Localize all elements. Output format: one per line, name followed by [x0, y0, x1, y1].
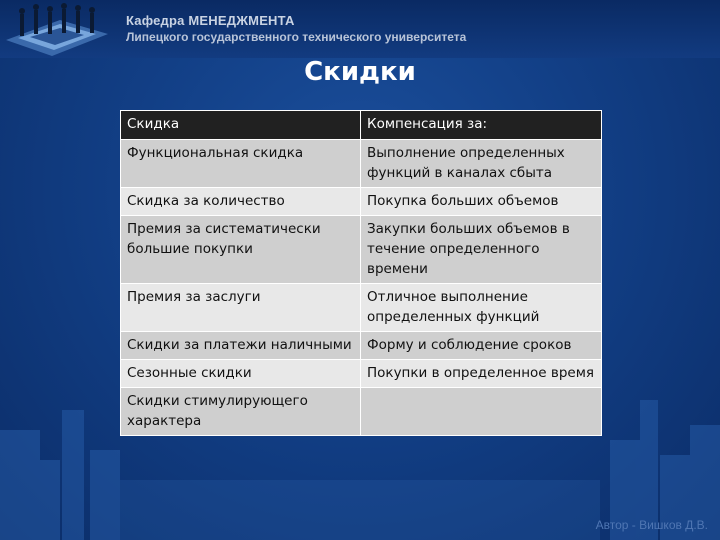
table-row	[121, 140, 602, 188]
department-logo	[0, 0, 112, 58]
author-credit: Автор - Вишков Д.В.	[595, 518, 708, 532]
column-header-discount: Скидка	[121, 111, 361, 140]
table-row	[121, 360, 602, 388]
discount-cell: Скидки за платежи наличными	[121, 332, 361, 360]
compensation-cell: Покупки в определенное время	[361, 360, 602, 388]
table-header-row	[121, 111, 602, 140]
department-title: Кафедра МЕНЕДЖМЕНТА	[126, 13, 295, 28]
compensation-cell	[361, 388, 602, 436]
university-subtitle: Липецкого государственного технического университета	[126, 30, 467, 44]
compensation-cell: Закупки больших объемов в течение определенного времени	[361, 216, 602, 284]
discount-cell: Скидка за количество	[121, 188, 361, 216]
column-header-compensation: Компенсация за:	[361, 111, 602, 140]
table-row	[121, 216, 602, 284]
discount-cell: Премия за систематически большие покупки	[121, 216, 361, 284]
table-row	[121, 284, 602, 332]
slide-title: Скидки	[304, 57, 416, 87]
discount-cell: Функциональная скидка	[121, 140, 361, 188]
compensation-cell: Форму и соблюдение сроков	[361, 332, 602, 360]
discount-cell: Премия за заслуги	[121, 284, 361, 332]
compensation-cell: Отличное выполнение определенных функций	[361, 284, 602, 332]
compensation-cell: Покупка больших объемов	[361, 188, 602, 216]
discount-cell: Скидки стимулирующего характера	[121, 388, 361, 436]
table-row	[121, 332, 602, 360]
table-row	[121, 188, 602, 216]
compensation-cell: Выполнение определенных функций в каналах сбыта	[361, 140, 602, 188]
discount-cell: Сезонные скидки	[121, 360, 361, 388]
discounts-table	[120, 110, 602, 436]
table-row	[121, 388, 602, 436]
